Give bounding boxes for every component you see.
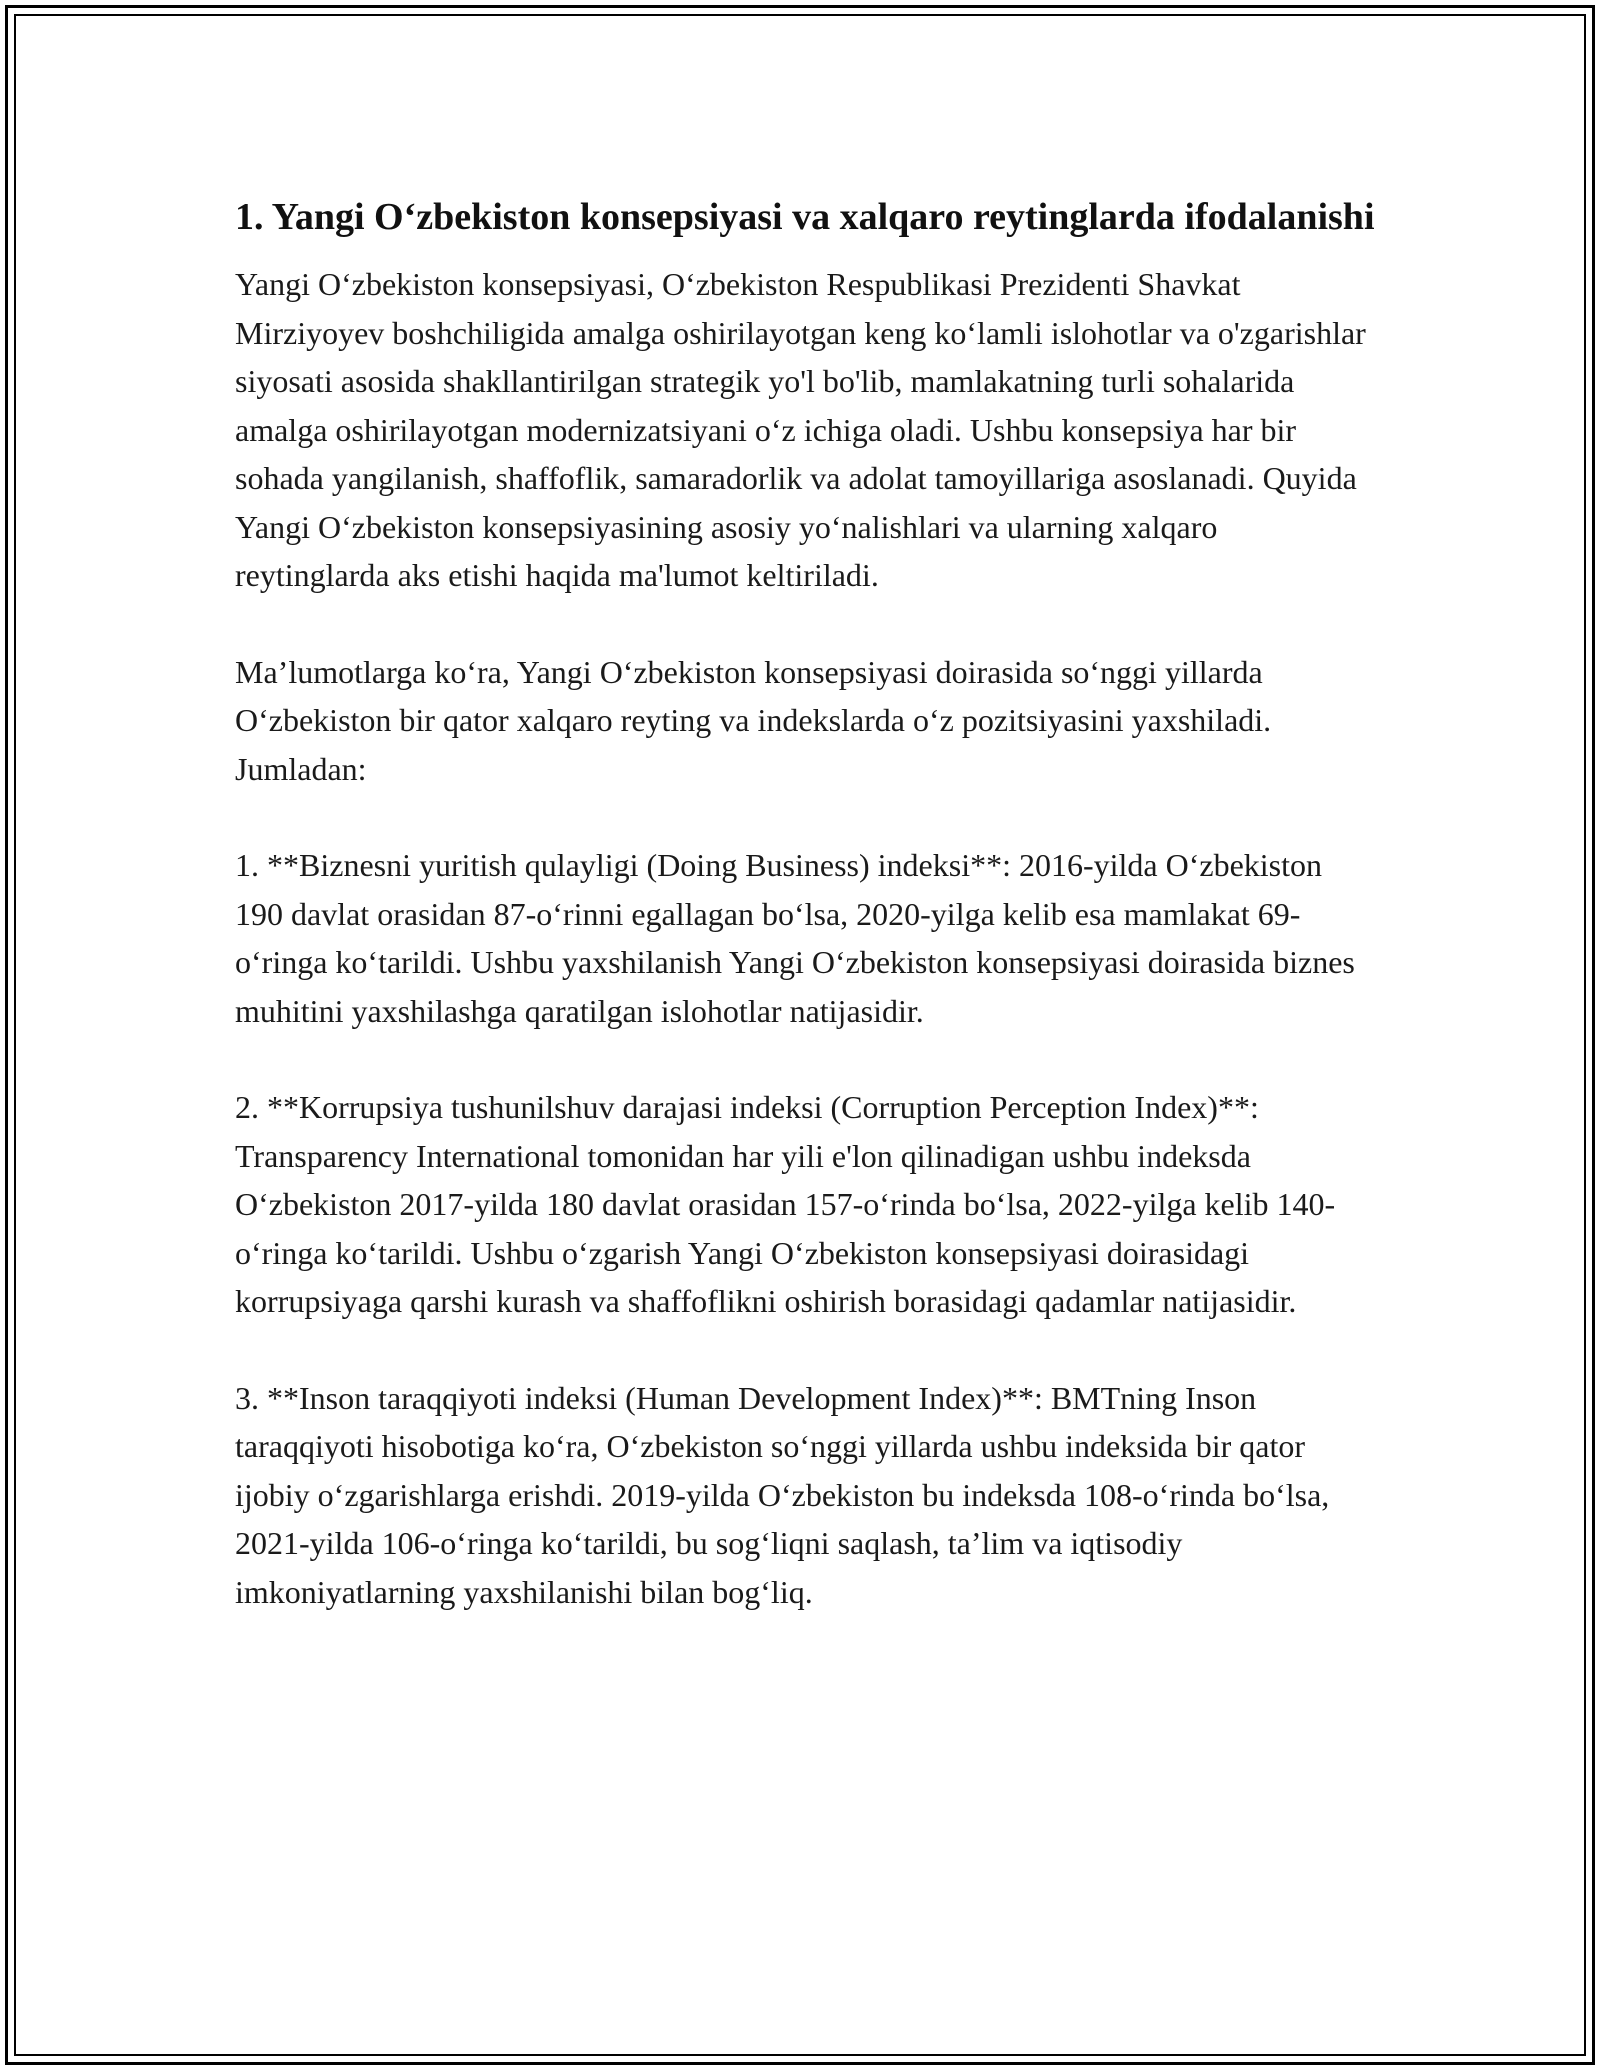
document-body (235, 190, 1375, 1664)
doing-business-paragraph: 1. **Biznesni yuritish qulayligi (Doing Business) indeksi**: 2016-yilda O‘zbekiston 190 davlat orasidan 87-o‘rinni egallagan bo‘lsa, 2020-yilga kelib esa mamlakat 69-o‘ringa ko‘tarildi. Ushbu yaxshilanish Yangi O‘zbekiston konsepsiyasi doirasida biznes muhitini yaxshilashga qaratilgan islohotlar natijasidir. (235, 847, 1355, 1029)
rankings-intro-paragraph: Ma’lumotlarga ko‘ra, Yangi O‘zbekiston konsepsiyasi doirasida so‘nggi yillarda O‘zbekiston bir qator xalqaro reyting va indekslarda o‘z pozitsiyasini yaxshiladi. Jumladan: (235, 653, 1272, 787)
human-development-paragraph: 3. **Inson taraqqiyoti indeksi (Human Development Index)**: BMTning Inson taraqqiyoti hisobotiga ko‘ra, O‘zbekiston so‘nggi yillarda ushbu indeksida bir qator ijobiy o‘zgarishlarga erishdi. 2019-yilda O‘zbekiston bu indeksda 108-o‘rinda bo‘lsa, 2021-yilda 106-o‘ringa ko‘tarildi, bu sog‘liqni saqlash, ta’lim va iqtisodiy imkoniyatlarning yaxshilanishi bilan bog‘liq. (235, 1379, 1330, 1610)
intro-paragraph: Yangi O‘zbekiston konsepsiyasi, O‘zbekiston Respublikasi Prezidenti Shavkat Mirziyoyev boshchiligida amalga oshirilayotgan keng ko‘lamli islohotlar va o'zgarishlar siyosati asosida shakllantirilgan strategik yo'l bo'lib, mamlakatning turli sohalarida amalga oshirilayotgan modernizatsiyani o‘z ichiga oladi. Ushbu konsepsiya har bir sohada yangilanish, shaffoflik, samaradorlik va adolat tamoyillariga asoslanadi. Quyida Yangi O‘zbekiston konsepsiyasining asosiy yo‘nalishlari va ularning xalqaro reytinglarda aks etishi haqida ma'lumot keltiriladi. (235, 266, 1366, 593)
section-title: 1. Yangi O‘zbekiston konsepsiyasi va xalqaro reytinglarda ifodalanishi (235, 196, 1375, 238)
corruption-index-paragraph: 2. **Korrupsiya tushunilshuv darajasi indeksi (Corruption Perception Index)**: Transparency International tomonidan har yili e'lon qilinadigan ushbu indeksda O‘zbekiston 2017-yilda 180 davlat orasidan 157-o‘rinda bo‘lsa, 2022-yilga kelib 140-o‘ringa ko‘tarildi. Ushbu o‘zgarish Yangi O‘zbekiston konsepsiyasi doirasidagi korrupsiyaga qarshi kurash va shaffoflikni oshirish borasidagi qadamlar natijasidir. (235, 1089, 1336, 1319)
